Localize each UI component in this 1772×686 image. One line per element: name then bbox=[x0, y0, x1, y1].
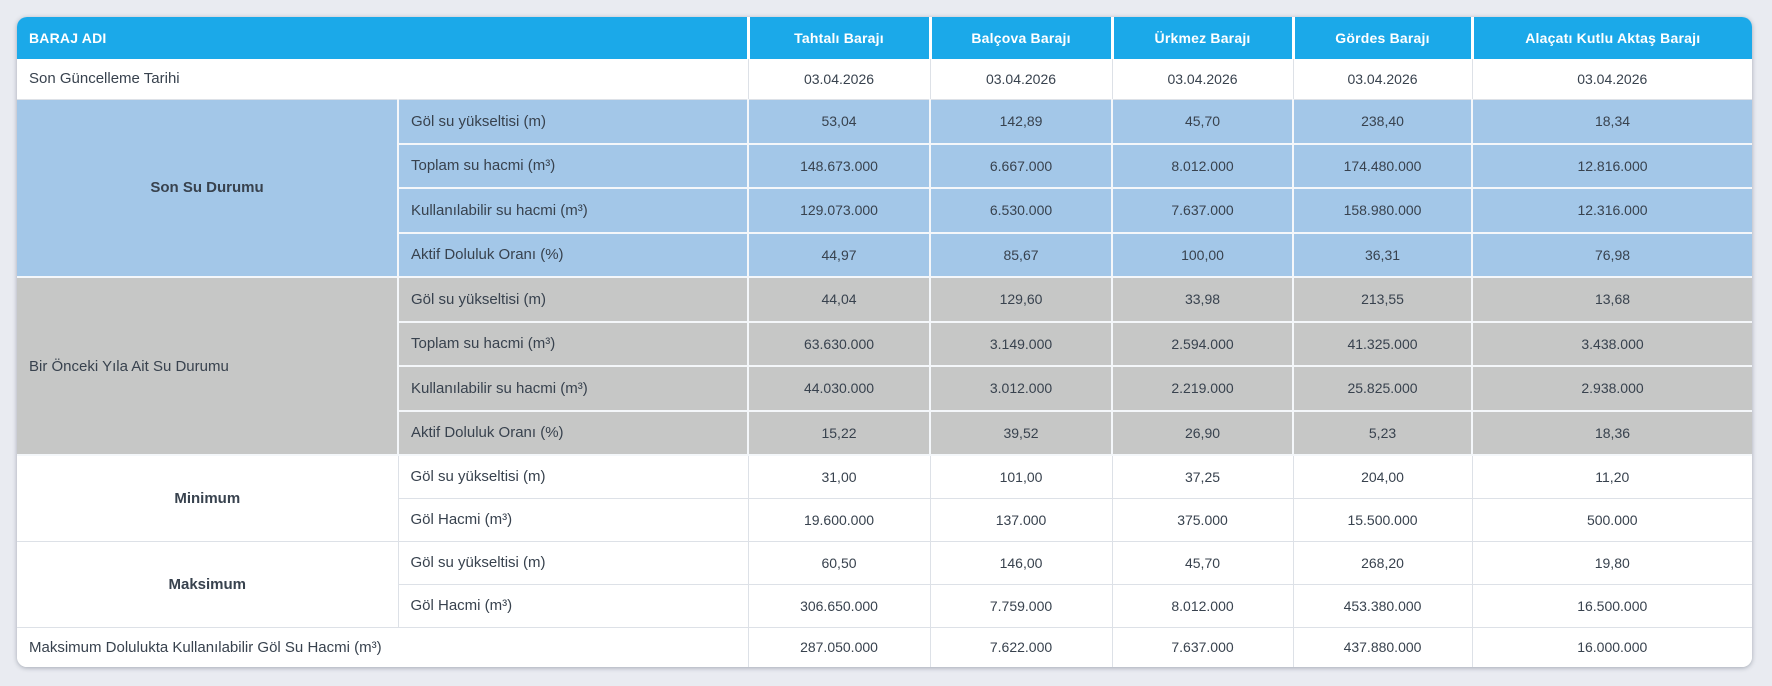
column-header-baraj-adi: BARAJ ADI bbox=[17, 17, 748, 59]
value-cell: 15.500.000 bbox=[1293, 498, 1472, 541]
metric-label: Toplam su hacmi (m³) bbox=[398, 144, 748, 189]
value-cell: 45,70 bbox=[1112, 541, 1293, 584]
section-label-bir-onceki-yil: Bir Önceki Yıla Ait Su Durumu bbox=[17, 277, 398, 455]
value-cell: 158.980.000 bbox=[1293, 188, 1472, 233]
value-cell: 37,25 bbox=[1112, 455, 1293, 498]
metric-label: Aktif Doluluk Oranı (%) bbox=[398, 233, 748, 278]
value-cell: 7.622.000 bbox=[930, 627, 1112, 667]
value-cell: 26,90 bbox=[1112, 411, 1293, 456]
section-row-son-su-durumu bbox=[17, 99, 1752, 144]
value-cell: 5,23 bbox=[1293, 411, 1472, 456]
value-cell: 63.630.000 bbox=[748, 322, 930, 367]
value-cell: 204,00 bbox=[1293, 455, 1472, 498]
value-cell: 03.04.2026 bbox=[748, 59, 930, 99]
value-cell: 100,00 bbox=[1112, 233, 1293, 278]
value-cell: 12.816.000 bbox=[1472, 144, 1752, 189]
column-header-dam: Alaçatı Kutlu Aktaş Barajı bbox=[1472, 17, 1752, 59]
value-cell: 7.637.000 bbox=[1112, 188, 1293, 233]
footer-row bbox=[17, 627, 1752, 667]
value-cell: 8.012.000 bbox=[1112, 144, 1293, 189]
value-cell: 213,55 bbox=[1293, 277, 1472, 322]
value-cell: 287.050.000 bbox=[748, 627, 930, 667]
table-header bbox=[17, 17, 1752, 59]
metric-label: Göl su yükseltisi (m) bbox=[398, 455, 748, 498]
column-header-dam: Ürkmez Barajı bbox=[1112, 17, 1293, 59]
value-cell: 142,89 bbox=[930, 99, 1112, 144]
table-header-row bbox=[17, 17, 1752, 59]
value-cell: 60,50 bbox=[748, 541, 930, 584]
value-cell: 6.530.000 bbox=[930, 188, 1112, 233]
value-cell: 437.880.000 bbox=[1293, 627, 1472, 667]
value-cell: 44,97 bbox=[748, 233, 930, 278]
value-cell: 15,22 bbox=[748, 411, 930, 456]
value-cell: 129.073.000 bbox=[748, 188, 930, 233]
value-cell: 12.316.000 bbox=[1472, 188, 1752, 233]
value-cell: 85,67 bbox=[930, 233, 1112, 278]
metric-label: Göl su yükseltisi (m) bbox=[398, 541, 748, 584]
value-cell: 2.219.000 bbox=[1112, 366, 1293, 411]
metric-label: Göl su yükseltisi (m) bbox=[398, 99, 748, 144]
value-cell: 3.149.000 bbox=[930, 322, 1112, 367]
value-cell: 129,60 bbox=[930, 277, 1112, 322]
value-cell: 45,70 bbox=[1112, 99, 1293, 144]
value-cell: 2.938.000 bbox=[1472, 366, 1752, 411]
metric-label: Aktif Doluluk Oranı (%) bbox=[398, 411, 748, 456]
value-cell: 174.480.000 bbox=[1293, 144, 1472, 189]
value-cell: 268,20 bbox=[1293, 541, 1472, 584]
metric-label: Göl Hacmi (m³) bbox=[398, 498, 748, 541]
value-cell: 453.380.000 bbox=[1293, 584, 1472, 627]
value-cell: 36,31 bbox=[1293, 233, 1472, 278]
value-cell: 33,98 bbox=[1112, 277, 1293, 322]
update-date-row bbox=[17, 59, 1752, 99]
table-body bbox=[17, 59, 1752, 667]
value-cell: 375.000 bbox=[1112, 498, 1293, 541]
value-cell: 11,20 bbox=[1472, 455, 1752, 498]
section-row-bir-onceki-yil bbox=[17, 277, 1752, 322]
value-cell: 44.030.000 bbox=[748, 366, 930, 411]
value-cell: 137.000 bbox=[930, 498, 1112, 541]
value-cell: 19,80 bbox=[1472, 541, 1752, 584]
metric-label: Kullanılabilir su hacmi (m³) bbox=[398, 366, 748, 411]
value-cell: 53,04 bbox=[748, 99, 930, 144]
value-cell: 76,98 bbox=[1472, 233, 1752, 278]
row-label-maksimum-dolulukta: Maksimum Dolulukta Kullanılabilir Göl Su Hacmi (m³) bbox=[17, 627, 748, 667]
value-cell: 18,34 bbox=[1472, 99, 1752, 144]
column-header-dam: Balçova Barajı bbox=[930, 17, 1112, 59]
section-label-maksimum: Maksimum bbox=[17, 541, 398, 627]
value-cell: 238,40 bbox=[1293, 99, 1472, 144]
value-cell: 13,68 bbox=[1472, 277, 1752, 322]
value-cell: 19.600.000 bbox=[748, 498, 930, 541]
value-cell: 8.012.000 bbox=[1112, 584, 1293, 627]
section-label-minimum: Minimum bbox=[17, 455, 398, 541]
value-cell: 39,52 bbox=[930, 411, 1112, 456]
value-cell: 7.637.000 bbox=[1112, 627, 1293, 667]
value-cell: 16.000.000 bbox=[1472, 627, 1752, 667]
value-cell: 3.012.000 bbox=[930, 366, 1112, 411]
value-cell: 25.825.000 bbox=[1293, 366, 1472, 411]
value-cell: 2.594.000 bbox=[1112, 322, 1293, 367]
column-header-dam: Tahtalı Barajı bbox=[748, 17, 930, 59]
value-cell: 500.000 bbox=[1472, 498, 1752, 541]
dam-status-table bbox=[17, 17, 1752, 667]
value-cell: 03.04.2026 bbox=[930, 59, 1112, 99]
value-cell: 03.04.2026 bbox=[1472, 59, 1752, 99]
value-cell: 6.667.000 bbox=[930, 144, 1112, 189]
value-cell: 41.325.000 bbox=[1293, 322, 1472, 367]
value-cell: 146,00 bbox=[930, 541, 1112, 584]
section-row-minimum bbox=[17, 455, 1752, 498]
section-label-son-su-durumu: Son Su Durumu bbox=[17, 99, 398, 277]
metric-label: Göl su yükseltisi (m) bbox=[398, 277, 748, 322]
section-row-maksimum bbox=[17, 541, 1752, 584]
value-cell: 101,00 bbox=[930, 455, 1112, 498]
row-label-son-guncelleme: Son Güncelleme Tarihi bbox=[17, 59, 748, 99]
metric-label: Kullanılabilir su hacmi (m³) bbox=[398, 188, 748, 233]
value-cell: 148.673.000 bbox=[748, 144, 930, 189]
value-cell: 306.650.000 bbox=[748, 584, 930, 627]
value-cell: 03.04.2026 bbox=[1293, 59, 1472, 99]
value-cell: 7.759.000 bbox=[930, 584, 1112, 627]
metric-label: Göl Hacmi (m³) bbox=[398, 584, 748, 627]
column-header-dam: Gördes Barajı bbox=[1293, 17, 1472, 59]
value-cell: 44,04 bbox=[748, 277, 930, 322]
value-cell: 18,36 bbox=[1472, 411, 1752, 456]
dam-table-card bbox=[17, 17, 1752, 667]
value-cell: 3.438.000 bbox=[1472, 322, 1752, 367]
metric-label: Toplam su hacmi (m³) bbox=[398, 322, 748, 367]
value-cell: 03.04.2026 bbox=[1112, 59, 1293, 99]
value-cell: 31,00 bbox=[748, 455, 930, 498]
value-cell: 16.500.000 bbox=[1472, 584, 1752, 627]
